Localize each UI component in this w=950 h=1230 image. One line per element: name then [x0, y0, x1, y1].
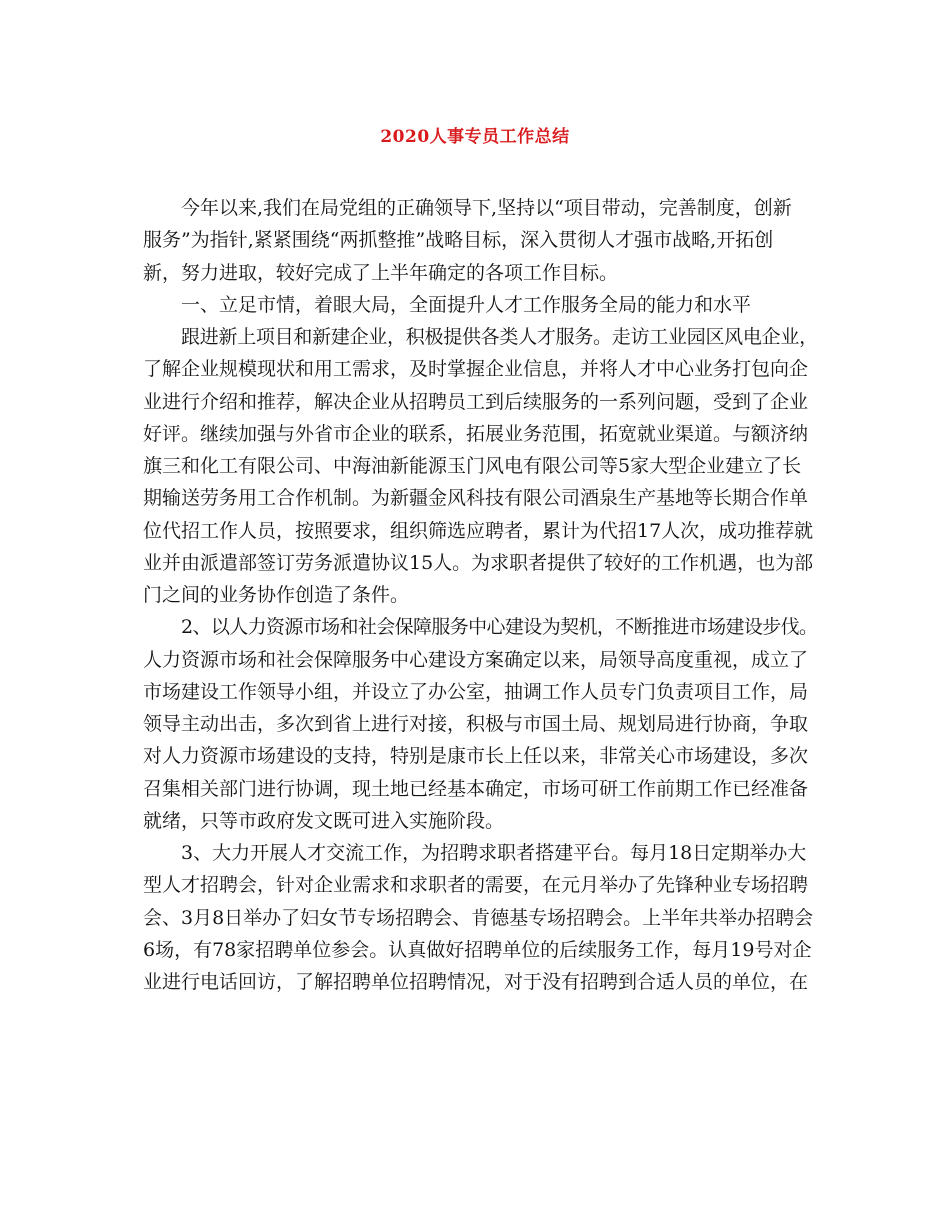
text-line: 召集相关部门进行协调，现土地已经基本确定，市场可研工作前期工作已经准备	[143, 777, 809, 800]
text-line: 2、以人力资源市场和社会保障服务中心建设为契机，不断推进市场建设步伐。	[181, 616, 818, 639]
text-line: 业进行介绍和推荐，解决企业从招聘员工到后续服务的一系列问题，受到了企业	[143, 390, 809, 413]
text-line: 期输送劳务用工合作机制。为新疆金风科技有限公司酒泉生产基地等长期合作单	[143, 487, 809, 510]
text-line: 旗三和化工有限公司、中海油新能源玉门风电有限公司等5家大型企业建立了长	[143, 455, 802, 477]
text-line: 了解企业规模现状和用工需求，及时掌握企业信息，并将人才中心业务打包向企	[143, 358, 809, 381]
text-line: 会、3月8日举办了妇女节专场招聘会、肯德基专场招聘会。上半年共举办招聘会	[143, 906, 814, 929]
text-line: 人力资源市场和社会保障服务中心建设方案确定以来，局领导高度重视，成立了	[143, 648, 809, 671]
text-line: 业并由派遣部签订劳务派遣协议15人。为求职者提供了较好的工作机遇，也为部	[143, 551, 814, 574]
text-line: 6场，有78家招聘单位参会。认真做好招聘单位的后续服务工作，每月19号对企	[143, 938, 812, 961]
text-line: 跟进新上项目和新建企业，积极提供各类人才服务。走访工业园区风电企业，	[181, 326, 818, 348]
text-line: 新，努力进取，较好完成了上半年确定的各项工作目标。	[143, 261, 619, 284]
text-line: 就绪，只等市政府发文既可进入实施阶段。	[143, 809, 505, 832]
text-line: 业进行电话回访，了解招聘单位招聘情况，对于没有招聘到合适人员的单位，在	[143, 971, 809, 993]
text-line: 位代招工作人员，按照要求，组织筛选应聘者，累计为代招17人次，成功推荐就	[143, 519, 814, 542]
text-line: 型人才招聘会，针对企业需求和求职者的需要，在元月举办了先锋种业专场招聘	[143, 874, 809, 897]
text-line: 服务”为指针,紧紧围绕“两抓整推”战略目标，深入贯彻人才强市战略,开拓创	[143, 229, 774, 252]
text-line: 对人力资源市场建设的支持，特别是康市长上任以来，非常关心市场建设，多次	[143, 745, 809, 768]
text-line: 领导主动出击，多次到省上进行对接，积极与市国土局、规划局进行协商，争取	[143, 713, 809, 735]
text-line: 今年以来,我们在局党组的正确领导下,坚持以“项目带动，完善制度，创新	[181, 197, 792, 219]
text-line: 门之间的业务协作创造了条件。	[143, 584, 410, 606]
text-line: 一、立足市情，着眼大局，全面提升人才工作服务全局的能力和水平	[181, 293, 752, 316]
text-line: 好评。继续加强与外省市企业的联系，拓展业务范围，拓宽就业渠道。与额济纳	[143, 422, 809, 445]
document-body	[143, 192, 818, 998]
text-line: 3、大力开展人才交流工作，为招聘求职者搭建平台。每月18日定期举办大	[181, 842, 807, 864]
text-line: 市场建设工作领导小组，并设立了办公室，抽调工作人员专门负责项目工作，局	[143, 680, 809, 703]
document-title: 2020人事专员工作总结	[380, 127, 570, 147]
